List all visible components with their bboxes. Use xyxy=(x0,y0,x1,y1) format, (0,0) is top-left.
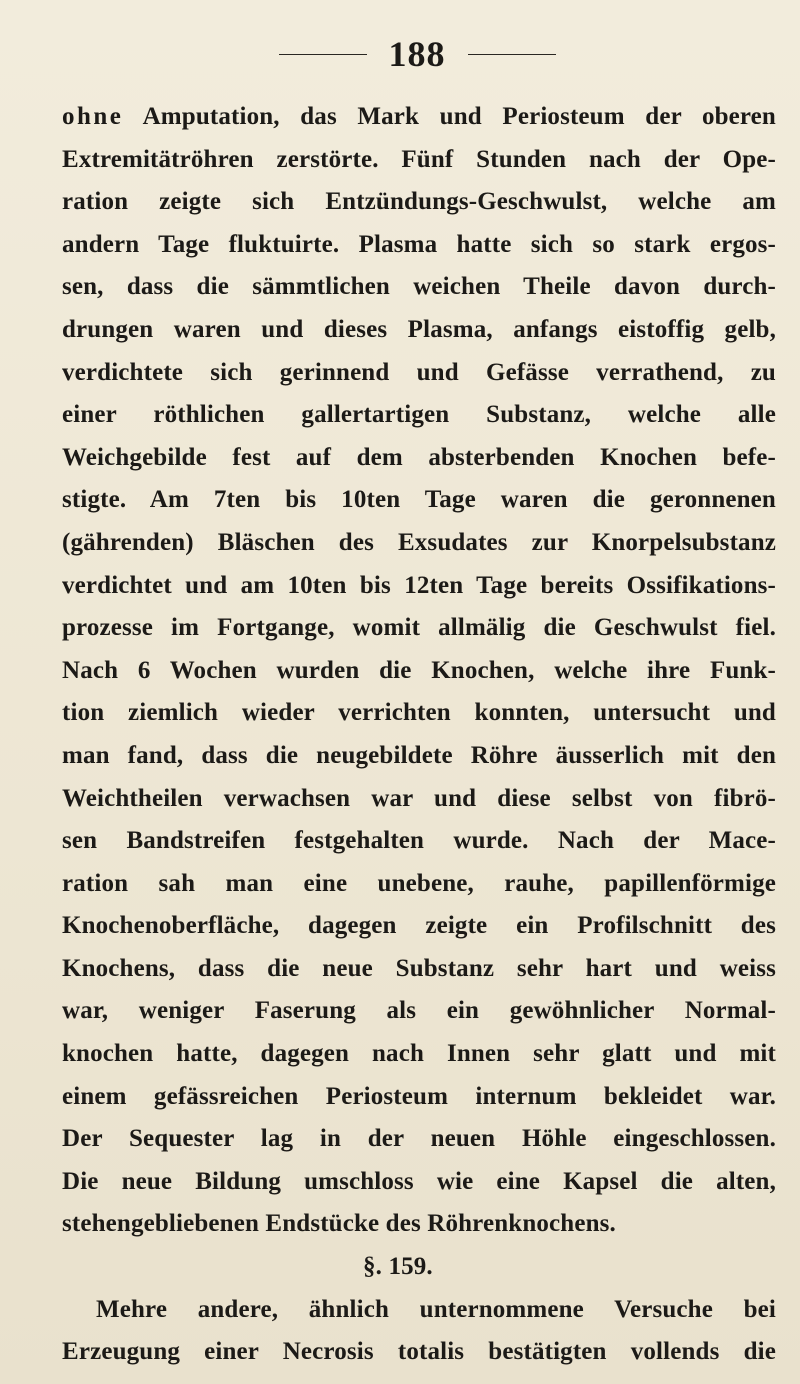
text-line: einer röthlichen gallertartigen Substanz, welche alle xyxy=(62,401,776,429)
text-line-rest: Amputation, das Mark und Periosteum der oberen xyxy=(123,103,776,130)
text-line: drungen waren und dieses Plasma, anfangs eistoffig gelb, xyxy=(62,315,776,343)
text-line: stigte. Am 7ten bis 10ten Tage waren die geronnenen xyxy=(62,486,776,514)
text-line: prozesse im Fortgange, womit allmälig die Geschwulst fiel. xyxy=(62,614,776,642)
text-line: Knochens, dass die neue Substanz sehr hart und weiss xyxy=(62,954,776,982)
text-line: man fand, dass die neugebildete Röhre äusserlich mit den xyxy=(62,741,776,769)
text-line: sen Bandstreifen festgehalten wurde. Nach der Mace- xyxy=(62,827,776,855)
text-line: war, weniger Faserung als ein gewöhnlicher Normal- xyxy=(62,997,776,1025)
page-header xyxy=(62,34,772,74)
text-line: verdichtete sich gerinnend und Gefässe verrathend, zu xyxy=(62,358,776,386)
paragraph-1 xyxy=(62,96,776,1246)
text-line: Weichgebilde fest auf dem absterbenden Knochen befe- xyxy=(62,443,776,471)
header-rule-right xyxy=(468,54,556,55)
text-line: stehengebliebenen Endstücke des Röhrenknochens. xyxy=(62,1210,616,1238)
text-line: ration sah man eine unebene, rauhe, papillenförmige xyxy=(62,869,776,897)
text-line: (gährenden) Bläschen des Exsudates zur Knorpelsubstanz xyxy=(62,528,776,556)
section-heading: §. 159. xyxy=(363,1253,433,1281)
text-line: Die neue Bildung umschloss wie eine Kapsel die alten, xyxy=(62,1167,776,1195)
text-line: knochen hatte, dagegen nach Innen sehr glatt und mit xyxy=(62,1040,776,1068)
paragraph-2 xyxy=(62,1289,776,1374)
text-line xyxy=(62,96,776,139)
text-line: einem gefässreichen Periosteum internum bekleidet war. xyxy=(62,1082,776,1110)
text-line: Extremitätröhren zerstörte. Fünf Stunden nach der Ope- xyxy=(62,145,776,173)
text-line: Mehre andere, ähnlich unternommene Versuche bei xyxy=(96,1295,776,1323)
text-line: verdichtet und am 10ten bis 12ten Tage bereits Ossifikations- xyxy=(62,571,776,599)
text-line: Der Sequester lag in der neuen Höhle eingeschlossen. xyxy=(62,1125,776,1153)
text-line: Nach 6 Wochen wurden die Knochen, welche ihre Funk- xyxy=(62,656,776,684)
text-line: ration zeigte sich Entzündungs-Geschwulst, welche am xyxy=(62,188,776,216)
text-line: Weichtheilen verwachsen war und diese selbst von fibrö- xyxy=(62,784,776,812)
text-line: sen, dass die sämmtlichen weichen Theile davon durch- xyxy=(62,273,776,301)
emphasized-word: ohne xyxy=(62,103,124,130)
text-line: Knochenoberfläche, dagegen zeigte ein Profilschnitt des xyxy=(62,912,776,940)
body-text xyxy=(62,96,776,1374)
text-line: Erzeugung einer Necrosis totalis bestätigten vollends die xyxy=(62,1338,776,1366)
header-rule-left xyxy=(279,54,367,55)
text-line: tion ziemlich wieder verrichten konnten, untersucht und xyxy=(62,699,776,727)
page-number: 188 xyxy=(388,34,446,74)
text-line: andern Tage fluktuirte. Plasma hatte sich so stark ergos- xyxy=(62,230,776,258)
